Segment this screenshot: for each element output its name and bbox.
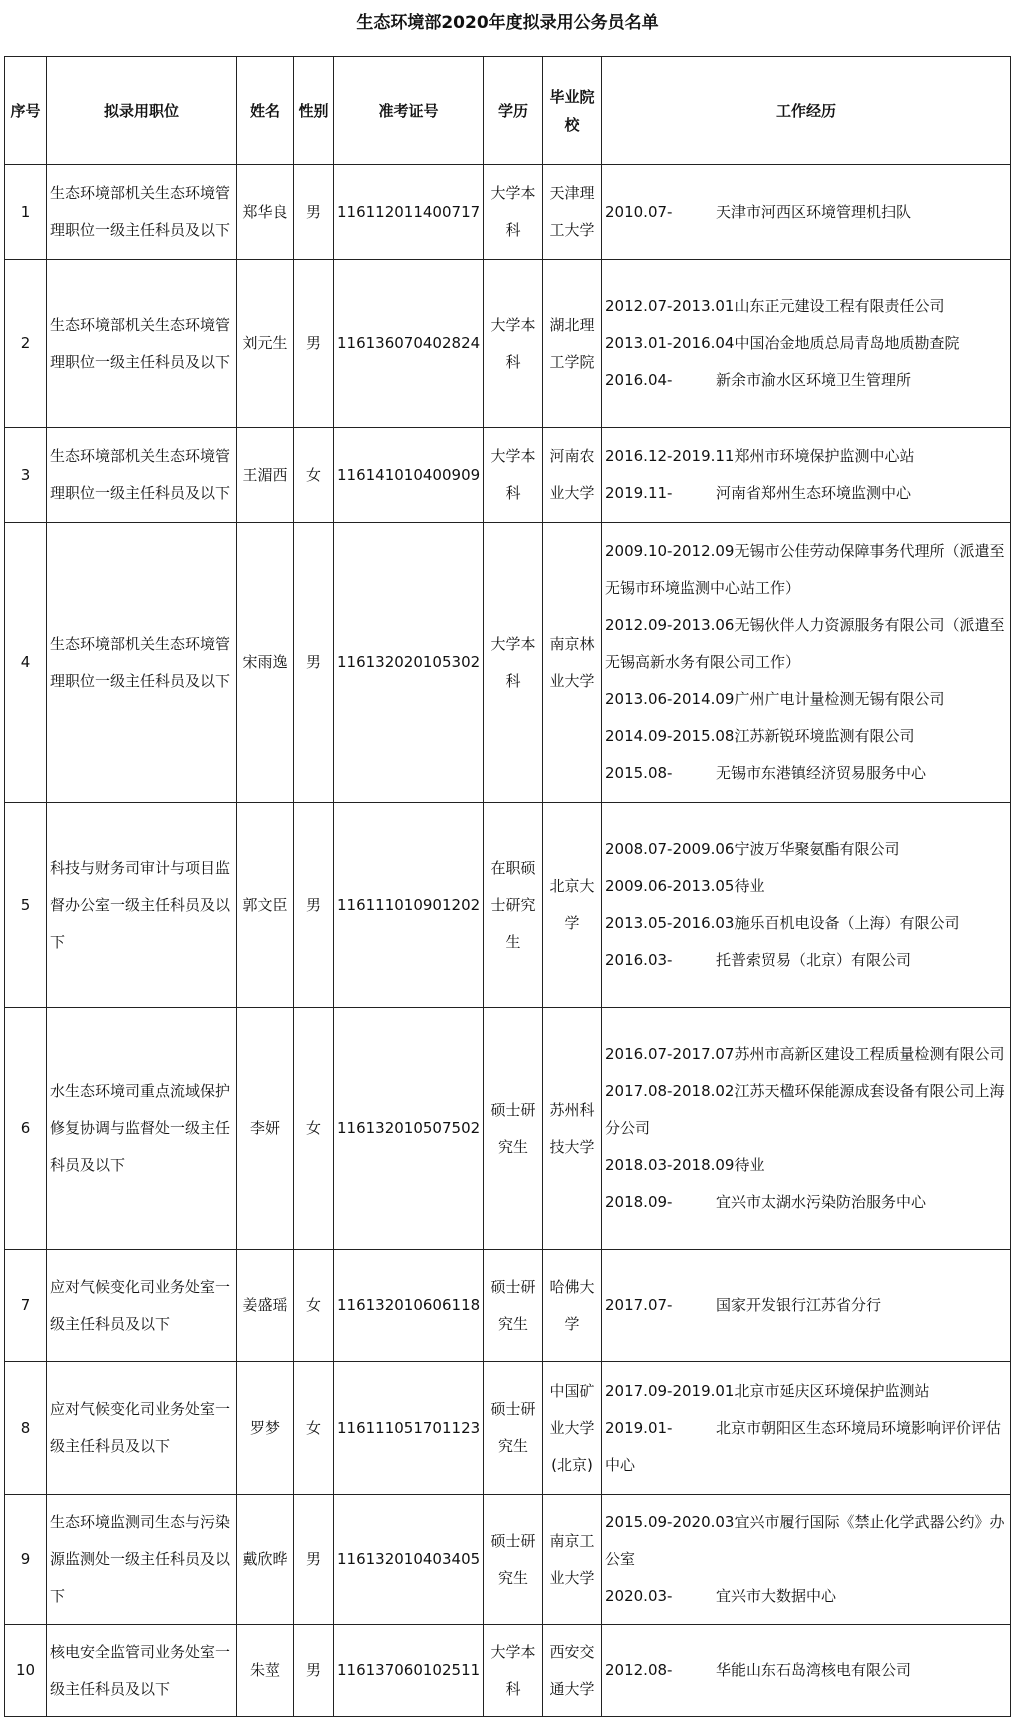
- cell-exam-id: 116132020105302: [334, 523, 484, 803]
- experience-date: 2013.06-2014.09: [605, 690, 735, 708]
- experience-entry: [605, 1410, 1007, 1484]
- cell-gender: 女: [294, 1008, 334, 1250]
- experience-date: 2019.11-: [605, 484, 673, 502]
- cell-experience: [602, 428, 1011, 523]
- experience-entry: [605, 942, 1007, 979]
- experience-entry: [605, 831, 1007, 868]
- experience-entry: [605, 325, 1007, 362]
- cell-seq: 7: [5, 1250, 47, 1362]
- cell-exam-id: 116111010901202: [334, 803, 484, 1008]
- header-exam-id: 准考证号: [334, 57, 484, 165]
- experience-org: 国家开发银行江苏省分行: [716, 1296, 882, 1314]
- cell-position: 生态环境监测司生态与污染源监测处一级主任科员及以下: [47, 1495, 237, 1625]
- cell-exam-id: 116112011400717: [334, 165, 484, 260]
- cell-education: 硕士研究生: [484, 1250, 543, 1362]
- cell-gender: 男: [294, 803, 334, 1008]
- experience-entry: [605, 438, 1007, 475]
- experience-entry: [605, 755, 1007, 792]
- cell-school: 湖北理工学院: [543, 260, 602, 428]
- experience-date: 2008.07-2009.06: [605, 840, 735, 858]
- header-name: 姓名: [237, 57, 294, 165]
- experience-date: 2010.07-: [605, 202, 673, 221]
- cell-exam-id: 116132010403405: [334, 1495, 484, 1625]
- cell-education: 大学本科: [484, 428, 543, 523]
- cell-experience: [602, 1625, 1011, 1717]
- experience-org: 施乐百机电设备（上海）有限公司: [734, 914, 960, 932]
- experience-date: 2020.03-: [605, 1587, 673, 1605]
- experience-date: 2009.06-2013.05: [605, 877, 735, 895]
- table-row: [5, 428, 1011, 523]
- experience-org: 待业: [734, 1156, 765, 1174]
- experience-org: 河南省郑州生态环境监测中心: [716, 484, 912, 502]
- cell-gender: 男: [294, 260, 334, 428]
- cell-seq: 3: [5, 428, 47, 523]
- experience-entry: [605, 475, 1007, 512]
- experience-entry: [605, 194, 1007, 231]
- cell-name: 朱莖: [237, 1625, 294, 1717]
- header-education: 学历: [484, 57, 543, 165]
- cell-exam-id: 116132010606118: [334, 1250, 484, 1362]
- cell-education: 大学本科: [484, 1625, 543, 1717]
- cell-experience: [602, 1495, 1011, 1625]
- cell-education: 硕士研究生: [484, 1495, 543, 1625]
- experience-entry: [605, 1504, 1007, 1578]
- cell-education: 大学本科: [484, 260, 543, 428]
- cell-school: 苏州科技大学: [543, 1008, 602, 1250]
- experience-date: 2012.07-2013.01: [605, 297, 735, 315]
- header-row: [5, 57, 1011, 165]
- experience-org: 待业: [734, 877, 765, 895]
- cell-seq: 9: [5, 1495, 47, 1625]
- cell-education: 在职硕士研究生: [484, 803, 543, 1008]
- cell-seq: 6: [5, 1008, 47, 1250]
- experience-org: 广州广电计量检测无锡有限公司: [734, 690, 945, 708]
- cell-position: 科技与财务司审计与项目监督办公室一级主任科员及以下: [47, 803, 237, 1008]
- experience-org: 天津市河西区环境管理机扫队: [716, 202, 912, 221]
- experience-org: 宁波万华聚氨酯有限公司: [734, 840, 900, 858]
- cell-school: 哈佛大学: [543, 1250, 602, 1362]
- cell-gender: 男: [294, 523, 334, 803]
- cell-exam-id: 116141010400909: [334, 428, 484, 523]
- table-row: [5, 1495, 1011, 1625]
- cell-experience: [602, 1250, 1011, 1362]
- cell-position: 核电安全监管司业务处室一级主任科员及以下: [47, 1625, 237, 1717]
- experience-entry: [605, 1578, 1007, 1615]
- experience-date: 2012.08-: [605, 1661, 673, 1679]
- cell-education: 硕士研究生: [484, 1362, 543, 1495]
- cell-exam-id: 116136070402824: [334, 260, 484, 428]
- table-row: [5, 1250, 1011, 1362]
- cell-experience: [602, 1008, 1011, 1250]
- experience-org: 宜兴市履行国际《禁止化学武器公约》办公室: [605, 1513, 1005, 1568]
- cell-seq: 2: [5, 260, 47, 428]
- cell-seq: 1: [5, 165, 47, 260]
- experience-entry: [605, 1652, 1007, 1689]
- cell-exam-id: 116111051701123: [334, 1362, 484, 1495]
- cell-gender: 男: [294, 165, 334, 260]
- experience-date: 2014.09-2015.08: [605, 727, 735, 745]
- experience-entry: [605, 288, 1007, 325]
- cell-name: 王湄西: [237, 428, 294, 523]
- experience-org: 江苏新锐环境监测有限公司: [734, 727, 915, 745]
- experience-date: 2017.08-2018.02: [605, 1082, 735, 1100]
- cell-school: 河南农业大学: [543, 428, 602, 523]
- experience-org: 华能山东石岛湾核电有限公司: [716, 1661, 912, 1679]
- table-row: [5, 1362, 1011, 1495]
- cell-seq: 5: [5, 803, 47, 1008]
- cell-education: 硕士研究生: [484, 1008, 543, 1250]
- experience-date: 2012.09-2013.06: [605, 616, 735, 634]
- cell-name: 刘元生: [237, 260, 294, 428]
- cell-school: 中国矿业大学(北京): [543, 1362, 602, 1495]
- experience-entry: [605, 1373, 1007, 1410]
- experience-date: 2016.12-2019.11: [605, 447, 735, 465]
- cell-education: 大学本科: [484, 165, 543, 260]
- cell-experience: [602, 1362, 1011, 1495]
- cell-name: 姜盛瑶: [237, 1250, 294, 1362]
- experience-date: 2019.01-: [605, 1418, 673, 1437]
- experience-entry: [605, 607, 1007, 681]
- header-gender: 性别: [294, 57, 334, 165]
- roster-table: [4, 56, 1011, 1717]
- experience-date: 2018.09-: [605, 1193, 673, 1211]
- experience-org: 新余市渝水区环境卫生管理所: [716, 371, 912, 389]
- table-row: [5, 165, 1011, 260]
- experience-date: 2015.09-2020.03: [605, 1513, 735, 1531]
- experience-date: 2013.01-2016.04: [605, 334, 735, 352]
- experience-org: 托普索贸易（北京）有限公司: [716, 951, 912, 969]
- cell-education: 大学本科: [484, 523, 543, 803]
- cell-name: 戴欣晔: [237, 1495, 294, 1625]
- header-seq: 序号: [5, 57, 47, 165]
- cell-seq: 8: [5, 1362, 47, 1495]
- experience-org: 山东正元建设工程有限责任公司: [734, 297, 945, 315]
- experience-entry: [605, 681, 1007, 718]
- experience-date: 2013.05-2016.03: [605, 914, 735, 932]
- experience-date: 2016.03-: [605, 951, 673, 969]
- roster-body: [5, 165, 1011, 1717]
- experience-entry: [605, 1036, 1007, 1073]
- cell-gender: 女: [294, 1250, 334, 1362]
- experience-entry: [605, 868, 1007, 905]
- cell-gender: 女: [294, 428, 334, 523]
- cell-exam-id: 116132010507502: [334, 1008, 484, 1250]
- cell-position: 生态环境部机关生态环境管理职位一级主任科员及以下: [47, 428, 237, 523]
- page-title: 生态环境部2020年度拟录用公务员名单: [356, 13, 659, 33]
- cell-position: 水生态环境司重点流域保护修复协调与监督处一级主任科员及以下: [47, 1008, 237, 1250]
- cell-name: 郭文臣: [237, 803, 294, 1008]
- table-row: [5, 1625, 1011, 1717]
- experience-org: 苏州市高新区建设工程质量检测有限公司: [734, 1045, 1005, 1063]
- cell-school: 天津理工大学: [543, 165, 602, 260]
- experience-org: 江苏天楹环保能源成套设备有限公司上海分公司: [605, 1082, 1005, 1137]
- experience-org: 中国冶金地质总局青岛地质勘查院: [734, 334, 960, 352]
- table-row: [5, 523, 1011, 803]
- cell-position: 生态环境部机关生态环境管理职位一级主任科员及以下: [47, 260, 237, 428]
- cell-school: 西安交通大学: [543, 1625, 602, 1717]
- experience-entry: [605, 362, 1007, 399]
- experience-entry: [605, 1147, 1007, 1184]
- experience-date: 2016.04-: [605, 371, 673, 389]
- cell-name: 罗梦: [237, 1362, 294, 1495]
- cell-school: 南京工业大学: [543, 1495, 602, 1625]
- cell-position: 应对气候变化司业务处室一级主任科员及以下: [47, 1362, 237, 1495]
- experience-org: 北京市延庆区环境保护监测站: [734, 1381, 930, 1400]
- experience-org: 北京市朝阳区生态环境局环境影响评价评估中心: [605, 1418, 1002, 1474]
- header-experience: 工作经历: [602, 57, 1011, 165]
- cell-gender: 男: [294, 1495, 334, 1625]
- experience-date: 2015.08-: [605, 764, 673, 782]
- cell-experience: [602, 523, 1011, 803]
- cell-position: 生态环境部机关生态环境管理职位一级主任科员及以下: [47, 165, 237, 260]
- cell-position: 应对气候变化司业务处室一级主任科员及以下: [47, 1250, 237, 1362]
- experience-org: 无锡伙伴人力资源服务有限公司（派遣至无锡高新水务有限公司工作）: [605, 616, 1005, 671]
- experience-entry: [605, 1073, 1007, 1147]
- experience-entry: [605, 905, 1007, 942]
- experience-entry: [605, 718, 1007, 755]
- experience-date: 2018.03-2018.09: [605, 1156, 735, 1174]
- cell-name: 李妍: [237, 1008, 294, 1250]
- table-row: [5, 1008, 1011, 1250]
- cell-exam-id: 116137060102511: [334, 1625, 484, 1717]
- experience-date: 2017.07-: [605, 1296, 673, 1314]
- experience-org: 郑州市环境保护监测中心站: [734, 447, 915, 465]
- experience-entry: [605, 533, 1007, 607]
- cell-name: 宋雨逸: [237, 523, 294, 803]
- cell-gender: 男: [294, 1625, 334, 1717]
- cell-gender: 女: [294, 1362, 334, 1495]
- cell-experience: [602, 165, 1011, 260]
- table-row: [5, 803, 1011, 1008]
- cell-seq: 4: [5, 523, 47, 803]
- cell-position: 生态环境部机关生态环境管理职位一级主任科员及以下: [47, 523, 237, 803]
- table-row: [5, 260, 1011, 428]
- cell-seq: 10: [5, 1625, 47, 1717]
- header-school: 毕业院校: [543, 57, 602, 165]
- cell-experience: [602, 260, 1011, 428]
- experience-date: 2009.10-2012.09: [605, 542, 735, 560]
- experience-org: 无锡市东港镇经济贸易服务中心: [716, 764, 927, 782]
- experience-org: 宜兴市大数据中心: [716, 1587, 837, 1605]
- experience-entry: [605, 1184, 1007, 1221]
- cell-school: 北京大学: [543, 803, 602, 1008]
- cell-experience: [602, 803, 1011, 1008]
- experience-entry: [605, 1287, 1007, 1324]
- experience-org: 无锡市公佳劳动保障事务代理所（派遣至无锡市环境监测中心站工作）: [605, 542, 1005, 597]
- experience-date: 2017.09-2019.01: [605, 1381, 735, 1400]
- cell-school: 南京林业大学: [543, 523, 602, 803]
- experience-date: 2016.07-2017.07: [605, 1045, 735, 1063]
- experience-org: 宜兴市太湖水污染防治服务中心: [716, 1193, 927, 1211]
- cell-name: 郑华良: [237, 165, 294, 260]
- header-position: 拟录用职位: [47, 57, 237, 165]
